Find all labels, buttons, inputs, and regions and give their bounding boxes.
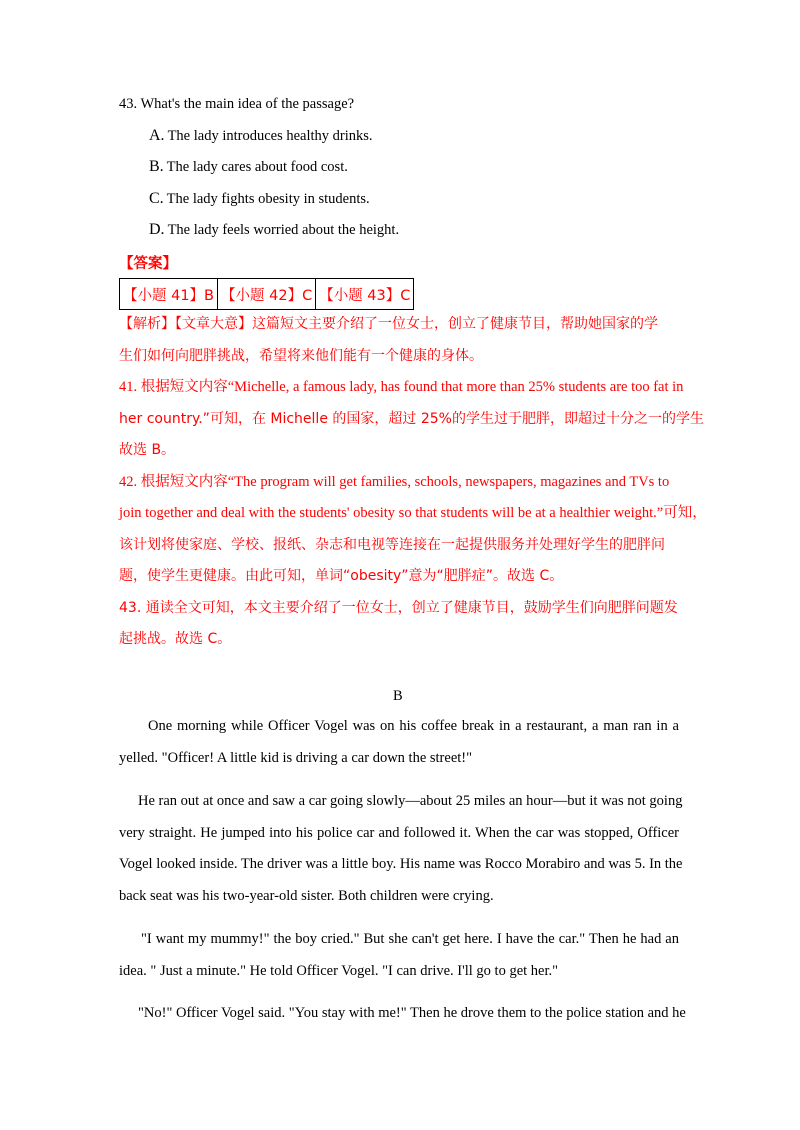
explanation-line: 该计划将使家庭、学校、报纸、杂志和电视等连接在一起提供服务并处理好学生的肥胖问 — [119, 536, 665, 553]
answer-table — [119, 278, 414, 310]
paragraph-line: yelled. "Officer! A little kid is driving a car down the street!" — [119, 749, 473, 766]
option-letter: A. — [149, 127, 165, 144]
question-43-title: 43. What's the main idea of the passage? — [119, 96, 355, 112]
explanation-line: her country.”可知，在 Michelle 的国家，超过 25%的学生过于肥胖，即超过十分之一的学生 — [119, 410, 704, 427]
option-text: The lady feels worried about the height. — [167, 222, 400, 238]
option-letter: C. — [149, 190, 164, 207]
explanation-line: join together and deal with the students' obesity so that students will be at a healthier weight.”可知， — [119, 505, 707, 521]
option-d — [149, 221, 399, 239]
paragraph-line: One morning while Officer Vogel was on his coffee break in a restaurant, a man ran in a — [148, 718, 679, 734]
section-heading-b: B — [393, 688, 403, 704]
paragraph-3 — [119, 924, 679, 987]
explanation-line: 42. 根据短文内容“The program will get families, schools, newspapers, magazines and TVs to — [119, 473, 670, 490]
answer-cell-42: 【小题 42】C — [218, 279, 316, 310]
option-letter: D. — [149, 221, 165, 238]
option-letter: B. — [149, 158, 164, 175]
option-text: The lady fights obesity in students. — [166, 191, 370, 207]
paragraph-4 — [119, 998, 686, 1030]
explanation-line: 起挑战。故选 C。 — [119, 631, 232, 647]
option-text: The lady cares about food cost. — [166, 159, 348, 175]
explanation-line: 43. 通读全文可知，本文主要介绍了一位女士，创立了健康节目，鼓励学生们向肥胖问题发 — [119, 599, 678, 616]
paragraph-line: very straight. He jumped into his police car and followed it. When the car was stopped, Officer — [119, 824, 679, 841]
answer-cell-41: 【小题 41】B — [120, 279, 218, 310]
explanation-line: 41. 根据短文内容“Michelle, a famous lady, has found that more than 25% students are too fat in — [119, 379, 684, 395]
paragraph-line: Vogel looked inside. The driver was a little boy. His name was Rocco Morabiro and was 5. In the — [119, 856, 683, 872]
paragraph-line: idea. " Just a minute." He told Officer Vogel. "I can drive. I'll go to get her." — [119, 962, 559, 979]
explanation-line: 故选 B。 — [119, 442, 176, 458]
answer-label: 【答案】 — [119, 256, 177, 272]
explanation-line: 【解析】【文章大意】这篇短文主要介绍了一位女士，创立了健康节目，帮助她国家的学 — [119, 316, 658, 332]
paragraph-2 — [119, 786, 683, 912]
answer-cell-43: 【小题 43】C — [316, 279, 414, 310]
explanation-line: 生们如何向肥胖挑战，希望将来他们能有一个健康的身体。 — [119, 347, 483, 364]
paragraph-line: back seat was his two-year-old sister. Both children were crying. — [119, 887, 494, 904]
paragraph-line: He ran out at once and saw a car going slowly—about 25 miles an hour—but it was not going — [138, 793, 683, 809]
option-a — [149, 127, 373, 145]
paragraph-line: "No!" Officer Vogel said. "You stay with me!" Then he drove them to the police station and he — [138, 1005, 686, 1021]
option-text: The lady introduces healthy drinks. — [167, 128, 373, 144]
paragraph-1 — [119, 711, 679, 774]
option-b — [149, 158, 348, 176]
explanation — [119, 309, 707, 656]
option-c — [149, 190, 370, 208]
paragraph-line: "I want my mummy!" the boy cried." But she can't get here. I have the car." Then he had an — [141, 931, 679, 947]
explanation-line: 题，使学生更健康。由此可知，单词“obesity”意为“肥胖症”。故选 C。 — [119, 568, 564, 584]
